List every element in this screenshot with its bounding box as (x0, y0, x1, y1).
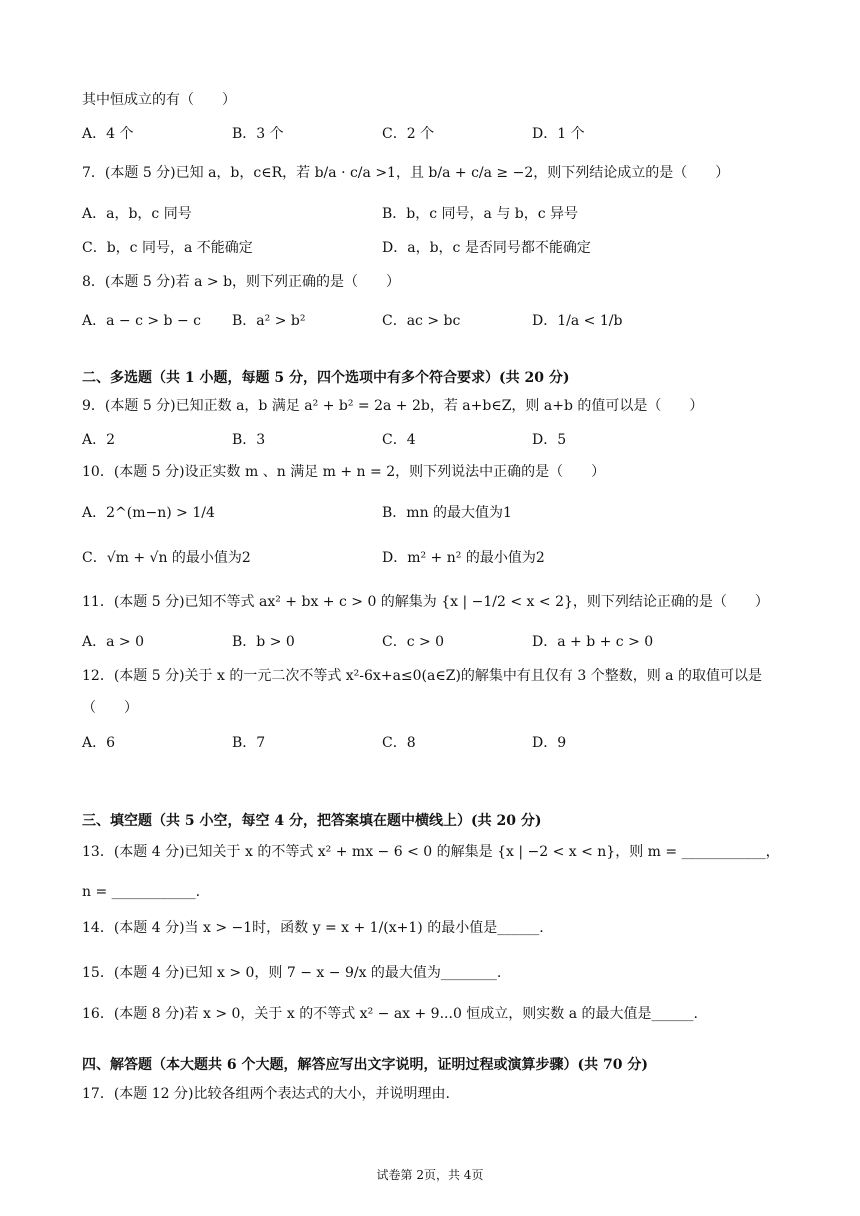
question-12: 12．(本题 5 分)关于 x 的一元二次不等式 x²-6x+a≤0(a∈Z)的解集中有且仅有 3 个整数，则 a 的取值可以是 (82, 668, 762, 684)
q8-option-b: B．a² > b² (232, 313, 306, 329)
q10-option-a: A．2^(m−n) > 1/4 (82, 505, 215, 521)
question-13: 13．(本题 4 分)已知关于 x 的不等式 x² + mx − 6 < 0 的解集是 {x | −2 < x < n}，则 m = ____________， (82, 844, 780, 860)
q9-option-b: B．3 (232, 432, 266, 448)
q12-option-b: B．7 (232, 735, 266, 751)
q11-option-d: D．a + b + c > 0 (532, 634, 654, 650)
q8-option-a: A．a − c > b − c (82, 313, 201, 329)
q12-option-c: C．8 (382, 735, 416, 751)
question-17: 17．(本题 12 分)比较各组两个表达式的大小，并说明理由. (82, 1086, 450, 1102)
question-15: 15．(本题 4 分)已知 x > 0，则 7 − x − 9/x 的最大值为________. (82, 965, 502, 981)
question-12-bracket: （ ） (82, 700, 138, 716)
question-16: 16．(本题 8 分)若 x > 0，关于 x 的不等式 x² − ax + 9...0 恒成立，则实数 a 的最大值是______. (82, 1006, 698, 1022)
question-14: 14．(本题 4 分)当 x > −1时，函数 y = x + 1/(x+1) 的最小值是______. (82, 920, 544, 936)
q7-option-d: D．a，b，c 是否同号都不能确定 (382, 240, 591, 256)
question-6-tail: 其中恒成立的有（ ） (82, 92, 236, 108)
page-footer: 试卷第 2页，共 4页 (376, 1168, 484, 1182)
question-13-continued: n = ____________. (82, 884, 201, 900)
q9-option-c: C．4 (382, 432, 416, 448)
question-8: 8．(本题 5 分)若 a > b，则下列正确的是（ ） (82, 274, 401, 290)
q11-option-c: C．c > 0 (382, 634, 445, 650)
question-11: 11．(本题 5 分)已知不等式 ax² + bx + c > 0 的解集为 {x | −1/2 < x < 2}，则下列结论正确的是（ ） (82, 594, 769, 610)
section-2-heading: 二、多选题（共 1 小题，每题 5 分，四个选项中有多个符合要求）(共 20 分) (82, 370, 570, 386)
q7-option-b: B．b，c 同号，a 与 b，c 异号 (382, 206, 579, 222)
q12-option-d: D．9 (532, 735, 567, 751)
q10-option-b: B．mn 的最大值为1 (382, 505, 512, 521)
q10-option-c: C．√m + √n 的最小值为2 (82, 550, 251, 566)
question-7: 7．(本题 5 分)已知 a，b，c∈R，若 b/a · c/a >1，且 b/a + c/a ≥ −2，则下列结论成立的是（ ） (82, 165, 730, 181)
q10-option-d: D．m² + n² 的最小值为2 (382, 550, 545, 566)
q8-option-c: C．ac > bc (382, 313, 461, 329)
q9-option-a: A．2 (82, 432, 116, 448)
q11-option-a: A．a > 0 (82, 634, 144, 650)
q11-option-b: B．b > 0 (232, 634, 295, 650)
q7-option-c: C．b，c 同号，a 不能确定 (82, 240, 253, 256)
q6-option-b: B．3 个 (232, 126, 284, 142)
q6-option-c: C．2 个 (382, 126, 435, 142)
q8-option-d: D．1/a < 1/b (532, 313, 623, 329)
q9-option-d: D．5 (532, 432, 567, 448)
q12-option-a: A．6 (82, 735, 116, 751)
section-4-heading: 四、解答题（本大题共 6 个大题，解答应写出文字说明，证明过程或演算步骤）(共 70 分) (82, 1057, 648, 1073)
q6-option-d: D．1 个 (532, 126, 585, 142)
question-9: 9．(本题 5 分)已知正数 a，b 满足 a² + b² = 2a + 2b，若 a+b∈Z，则 a+b 的值可以是（ ） (82, 398, 704, 414)
q7-option-a: A．a，b，c 同号 (82, 206, 192, 222)
section-3-heading: 三、填空题（共 5 小空，每空 4 分，把答案填在题中横线上）(共 20 分) (82, 813, 542, 829)
question-10: 10．(本题 5 分)设正实数 m 、n 满足 m + n = 2，则下列说法中正确的是（ ） (82, 464, 606, 480)
q6-option-a: A．4 个 (82, 126, 134, 142)
